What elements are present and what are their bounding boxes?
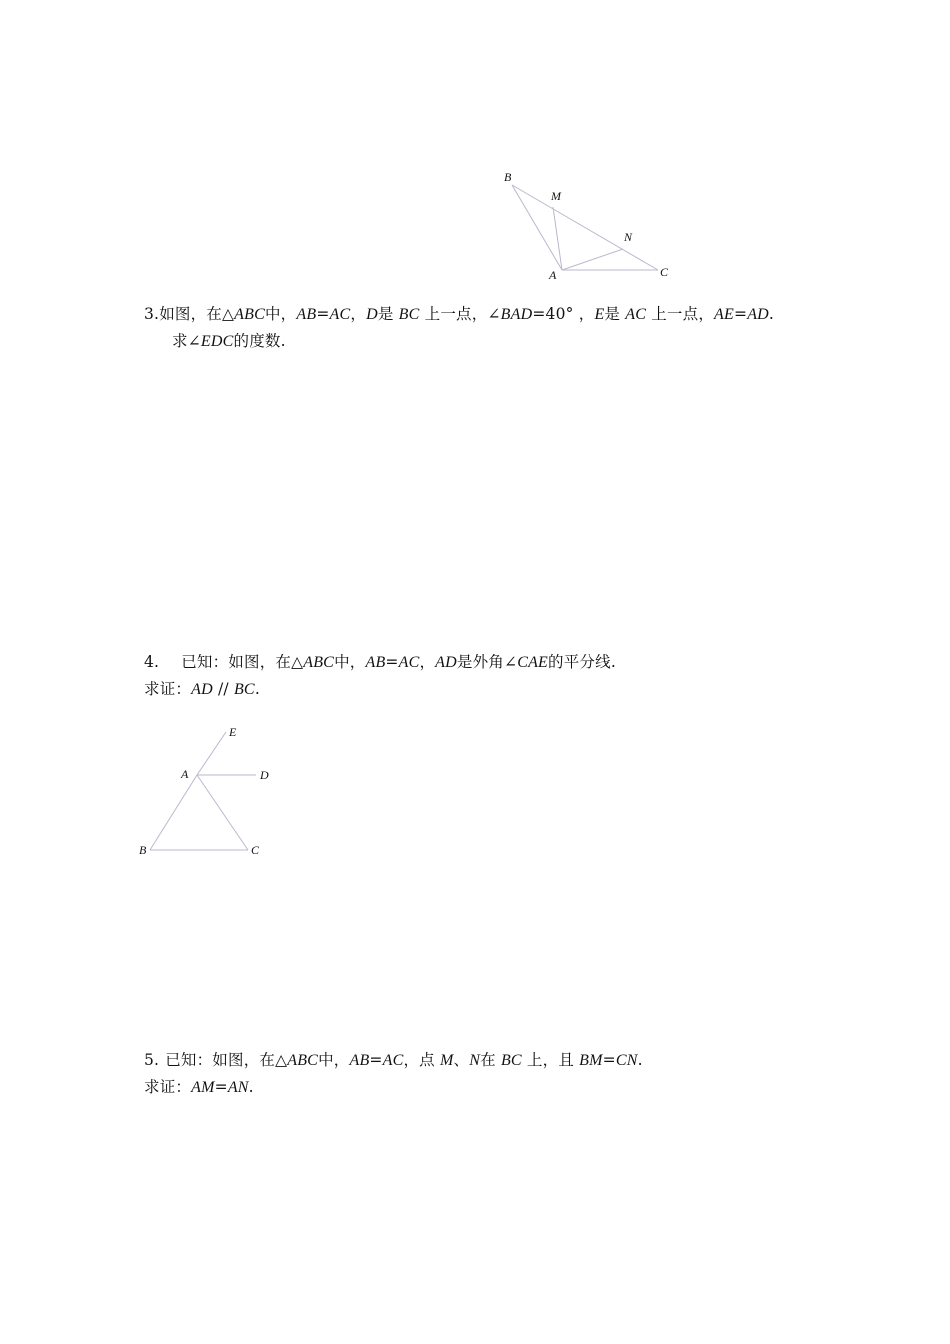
label-m: M [551, 189, 561, 203]
label-c: C [251, 843, 260, 857]
segment-am [553, 207, 562, 270]
figure-triangle-bmnac [490, 160, 690, 285]
label-e: E [229, 725, 237, 739]
segment-an [562, 249, 623, 270]
problem-5-line-1: 5. 已知：如图，在△ABC中，AB=AC，点 M、N在 BC 上，且 BM=CN. [144, 1051, 643, 1069]
problem-3-line-1: 3.如图，在△ABC中，AB=AC，D是 BC 上一点，∠BAD=40° ，E是 AC 上一点，AE=AD. [144, 305, 775, 323]
segment-ac [197, 775, 248, 850]
label-a: A [549, 268, 557, 282]
segment-ae-extension [197, 732, 226, 775]
segment-ab [150, 775, 197, 850]
label-b: B [139, 843, 147, 857]
label-a: A [181, 767, 189, 781]
label-n: N [624, 230, 633, 244]
problem-4-line-1: 4. 已知：如图，在△ABC中，AB=AC，AD是外角∠CAE的平分线. [144, 653, 616, 671]
label-c: C [660, 265, 669, 279]
label-b: B [504, 170, 512, 184]
figure-triangle-exterior-bisector [130, 720, 290, 865]
problem-3-line-2: 求∠EDC的度数. [172, 332, 286, 350]
problem-5-line-2: 求证：AM=AN. [144, 1078, 254, 1096]
segment-bc [512, 185, 658, 270]
label-d: D [260, 768, 269, 782]
problem-4-line-2: 求证：AD // BC. [144, 680, 260, 698]
